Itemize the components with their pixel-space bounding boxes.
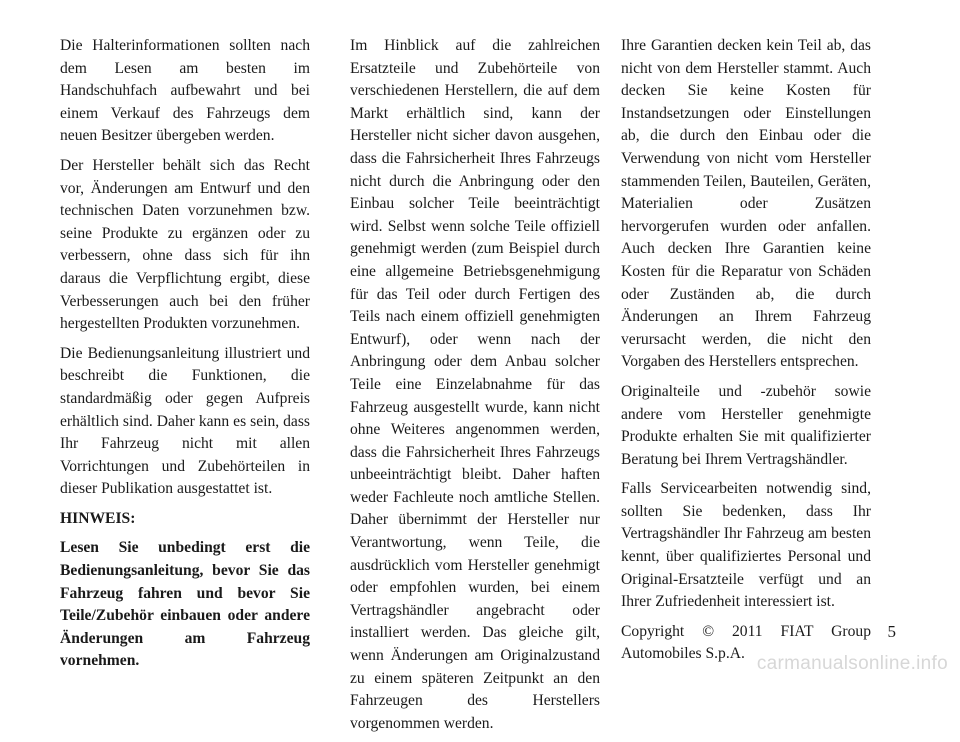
- page-number: 5: [887, 622, 896, 641]
- copyright-notice: Copyright © 2011 FIAT Group Automobiles S.p.A.: [621, 622, 871, 663]
- paragraph-owner-info: Die Halterinformationen sollten nach dem Lesen am besten im Handschuhfach aufbewahrt und bei einem Verkauf des Fahrzeugs dem neuen Besitzer übergeben werden.: [60, 37, 310, 145]
- note-heading: HINWEIS:: [60, 509, 136, 527]
- paragraph-original-parts: Originalteile und -zubehör sowie andere vom Hersteller genehmigte Produkte erhalten Sie mit qualifizierter Beratung bei Ihrem Vertragshändler.: [621, 382, 871, 468]
- paragraph-third-party-parts: Im Hinblick auf die zahlreichen Ersatzteile und Zubehörteile von verschiedenen Herstellern, die auf dem Markt erhältlich sind, kann der Hersteller nicht sicher davon ausgehen, dass die Fahrsicherheit Ihres Fahrzeugs nicht durch die Anbringung oder den Einbau solcher Teile beeinträchtigt wird. Selbst wenn solche Teile offiziell genehmigt werden (zum Beispiel durch eine allgemeine Betriebsgenehmigung für das Teil oder durch Fertigen des Teils nach einem offiziell genehmigten Entwurf), oder wenn nach der Anbringung oder dem Anbau solcher Teile eine Einzelabnahme für das Fahrzeug ausgestellt wurde, kann nicht ohne Weiteres angenommen werden, dass die Fahrsicherheit Ihres Fahrzeugs unbeeinträchtigt bleibt. Daher haften weder Fachleute noch amtliche Stellen. Daher übernimmt der Hersteller nur Verantwortung, wenn Teile, die ausdrücklich vom Hersteller genehmigt oder empfohlen wurden, bei einem Vertragshändler angebracht oder installiert werden. Das gleiche gilt, wenn Änderungen am Originalzustand zu einem späteren Zeitpunkt an den Fahrzeugen des Herstellers vorgenommen werden.: [350, 37, 600, 732]
- text-column-1: [60, 35, 310, 680]
- paragraph-warranty: Ihre Garantien decken kein Teil ab, das nicht von dem Hersteller stammt. Auch decken Sie keine Kosten für Instandsetzungen oder Einstellungen ab, die durch den Einbau oder die Verwendung von nicht vom Hersteller stammenden Teilen, Bauteilen, Geräten, Materialien oder Zusätzen hervorgerufen wurden oder anfallen. Auch decken Ihre Garantien keine Kosten für die Reparatur von Schäden oder Zuständen ab, die durch Änderungen an Ihrem Fahrzeug verursacht werden, die nicht den Vorgaben des Herstellers entsprechen.: [621, 37, 871, 371]
- note-text: Lesen Sie unbedingt erst die Bedienungsanleitung, bevor Sie das Fahrzeug fahren und bevor Sie Teile/Zubehör einbauen oder andere Änderungen am Fahrzeug vornehmen.: [60, 539, 310, 670]
- paragraph-service: Falls Servicearbeiten notwendig sind, sollten Sie bedenken, dass Ihr Vertragshändler Ihr Fahrzeug am besten kennt, über qualifiziertes Personal und Original-Ersatzteile verfügt und an Ihrer Zufriedenheit interessiert ist.: [621, 480, 871, 611]
- text-column-3: [621, 35, 871, 673]
- paragraph-manufacturer-rights: Der Hersteller behält sich das Recht vor, Änderungen am Entwurf und den technischen Daten vorzunehmen bzw. seine Produkte zu ergänzen oder zu verbessern, ohne dass sich für ihn daraus die Verpflichtung ergibt, diese Verbesserungen auch bei den früher hergestellten Produkten vorzunehmen.: [60, 156, 310, 333]
- text-column-2: [350, 35, 600, 742]
- paragraph-manual-scope: Die Bedienungsanleitung illustriert und beschreibt die Funktionen, die standardmäßig oder gegen Aufpreis erhältlich sind. Daher kann es sein, dass Ihr Fahrzeug nicht mit allen Vorrichtungen und Zubehörteilen in dieser Publikation ausgestattet ist.: [60, 344, 310, 498]
- watermark-text: carmanualsonline.info: [756, 653, 948, 674]
